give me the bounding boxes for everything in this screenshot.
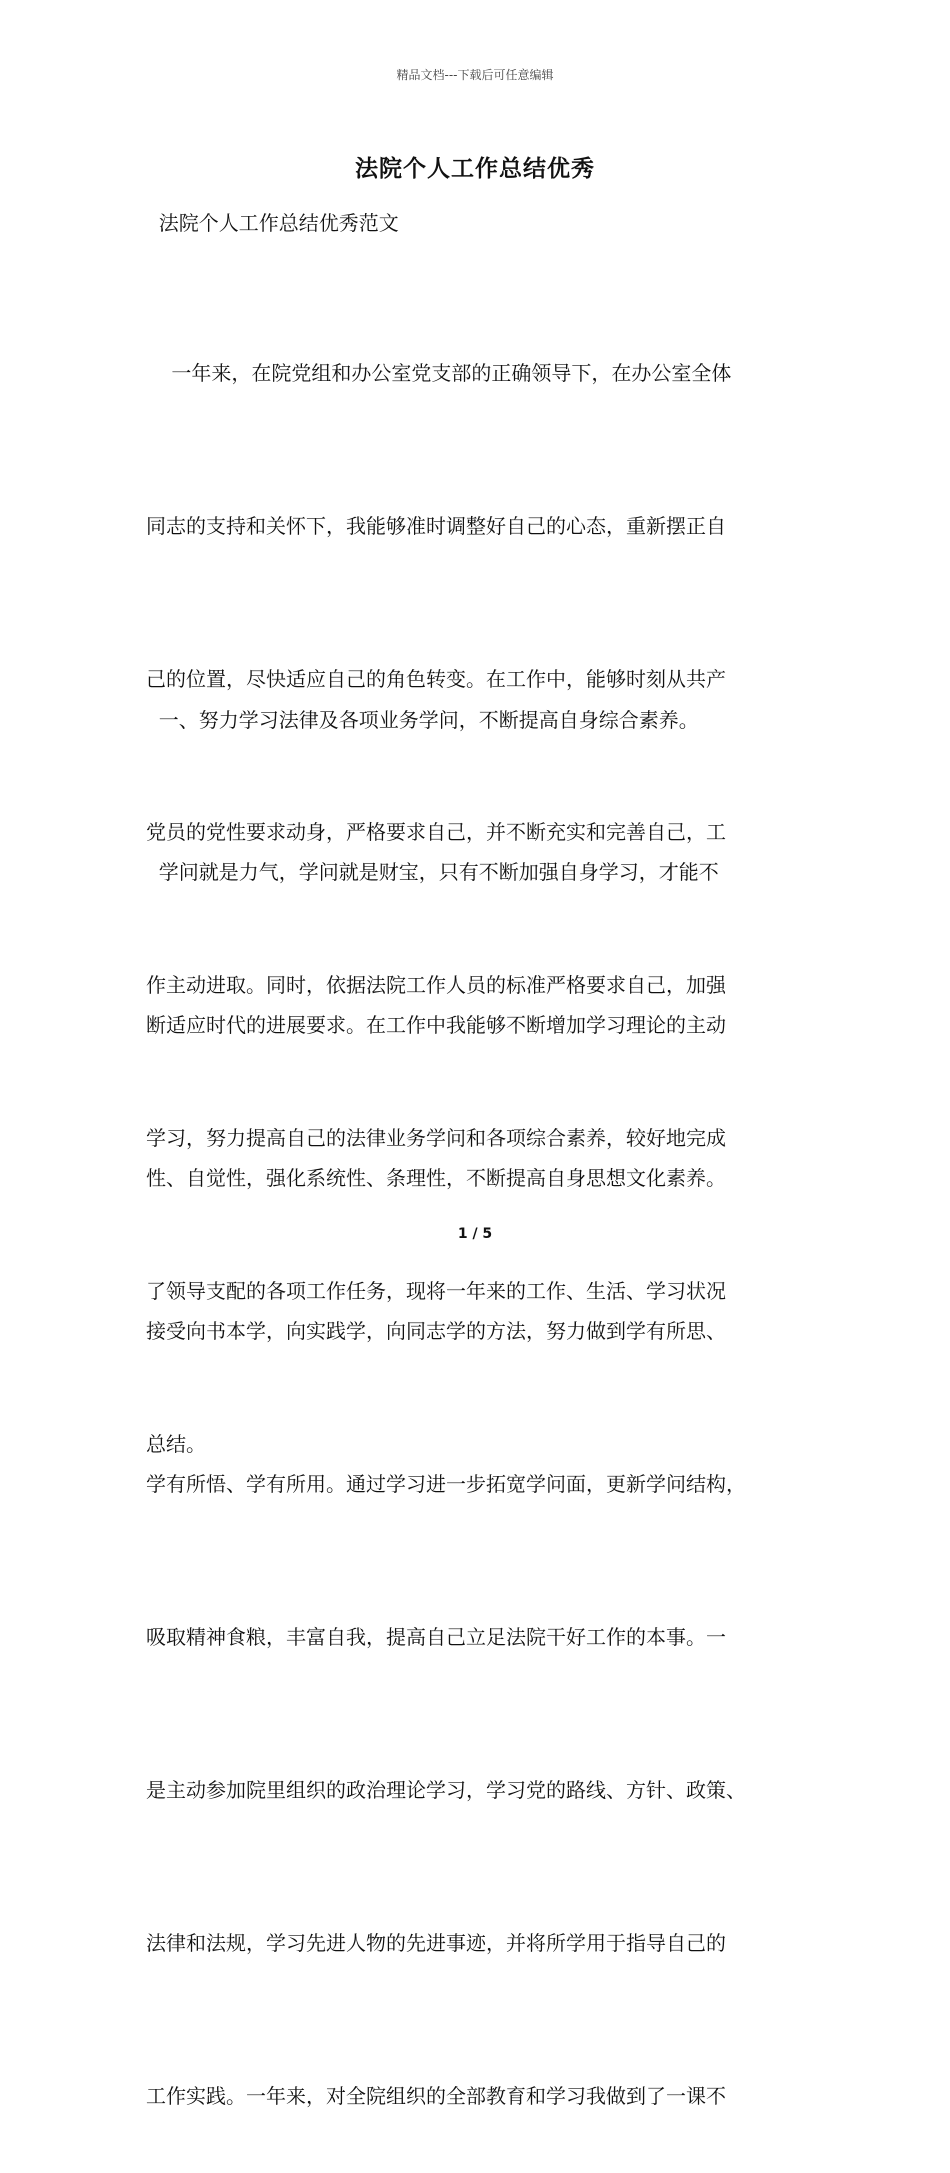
text-line: 吸取精神食粮，丰富自我，提高自己立足法院干好工作的本事。一 [146, 1625, 726, 1649]
text-line: 党员的党性要求动身，严格要求自己，并不断充实和完善自己，工 [146, 820, 726, 844]
page-number: 1 / 5 [457, 1226, 493, 1242]
text-line: 学有所悟、学有所用。通过学习进一步拓宽学问面，更新学问结构， [146, 1472, 746, 1496]
section-heading: 一、努力学习法律及各项业务学问，不断提高自身综合素养。 [146, 708, 699, 732]
text-line: 学问就是力气，学问就是财宝，只有不断加强自身学习，才能不 [146, 860, 719, 884]
text-line: 同志的支持和关怀下，我能够准时调整好自己的心态，重新摆正自 [146, 514, 726, 538]
text-line: 是主动参加院里组织的政治理论学习，学习党的路线、方针、政策、 [146, 1778, 746, 1802]
text-line: 性、自觉性，强化系统性、条理性，不断提高自身思想文化素养。 [146, 1166, 726, 1190]
text-line: 了领导支配的各项工作任务，现将一年来的工作、生活、学习状况 [146, 1279, 726, 1303]
text-line: 作主动进取。同时，依据法院工作人员的标准严格要求自己，加强 [146, 973, 726, 997]
text-line: 断适应时代的进展要求。在工作中我能够不断增加学习理论的主动 [146, 1013, 726, 1037]
text-line: 总结。 [146, 1432, 206, 1456]
document-header-note: 精品文档---下载后可任意编辑 [396, 68, 554, 82]
text-line: 一年来，在院党组和办公室党支部的正确领导下，在办公室全体 [146, 361, 732, 385]
document-subtitle: 法院个人工作总结优秀范文 [146, 211, 399, 235]
text-line: 法律和法规，学习先进人物的先进事迹，并将所学用于指导自己的 [146, 1931, 726, 1955]
text-line: 己的位置，尽快适应自己的角色转变。在工作中，能够时刻从共产 [146, 667, 726, 691]
text-line: 工作实践。一年来，对全院组织的全部教育和学习我做到了一课不 [146, 2084, 726, 2108]
text-line: 接受向书本学，向实践学，向同志学的方法，努力做到学有所思、 [146, 1319, 726, 1343]
text-line: 学习，努力提高自己的法律业务学问和各项综合素养，较好地完成 [146, 1126, 726, 1150]
document-title: 法院个人工作总结优秀 [355, 155, 595, 182]
paragraph-study [146, 745, 826, 2173]
